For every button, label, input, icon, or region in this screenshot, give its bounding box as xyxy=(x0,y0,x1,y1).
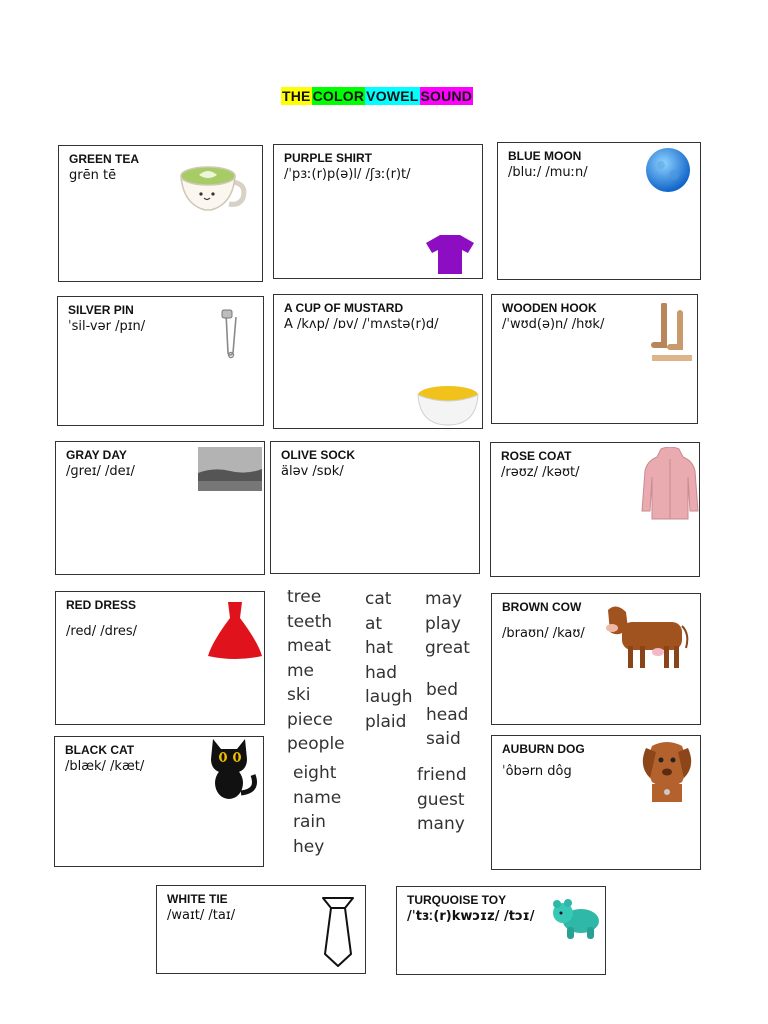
word-list-ee xyxy=(287,585,345,757)
title-word-the: THE xyxy=(282,88,311,104)
card-gray-day xyxy=(55,441,265,575)
word-item: had xyxy=(365,662,397,683)
word-item: friend xyxy=(417,765,467,785)
card-pronunciation: /ˈwʊd(ə)n/ /hʊk/ xyxy=(502,317,605,332)
word-item: teeth xyxy=(287,611,333,632)
word-item: tree xyxy=(287,587,322,607)
card-auburn-dog xyxy=(491,735,701,870)
card-title: TURQUOISE TOY xyxy=(407,893,507,907)
black-cat-icon xyxy=(205,737,261,801)
word-list-e-2 xyxy=(417,763,467,837)
word-list-ay-2 xyxy=(293,761,341,859)
card-rose-coat xyxy=(490,442,700,577)
title-word-vowel: VOWEL xyxy=(366,88,419,104)
word-item: cat xyxy=(365,589,392,609)
blue-moon-icon xyxy=(645,147,691,193)
word-list-ay xyxy=(425,587,470,661)
word-item: me xyxy=(287,660,315,681)
card-title: BROWN COW xyxy=(502,600,582,614)
card-pronunciation: /ɡreɪ/ /deɪ/ xyxy=(66,464,135,479)
word-list-a xyxy=(365,587,412,734)
word-item: piece xyxy=(287,709,333,730)
word-item: guest xyxy=(417,789,465,810)
word-item: hat xyxy=(365,638,393,658)
auburn-dog-icon xyxy=(638,740,696,802)
card-pronunciation: /bluː/ /muːn/ xyxy=(508,165,588,180)
word-item: said xyxy=(426,729,461,749)
white-tie-icon xyxy=(319,894,357,968)
word-item: great xyxy=(425,638,470,658)
card-purple-shirt xyxy=(273,144,483,279)
card-silver-pin xyxy=(57,296,264,426)
card-pronunciation: ˈôbərn dôg xyxy=(502,764,572,779)
word-item: bed xyxy=(426,680,459,700)
pink-coat-icon xyxy=(641,447,699,521)
card-brown-cow xyxy=(491,593,701,725)
title-word-sound: SOUND xyxy=(420,88,473,104)
card-pronunciation: /braʊn/ /kaʊ/ xyxy=(502,626,585,641)
word-item: rain xyxy=(293,812,326,832)
card-pronunciation: /red/ /dres/ xyxy=(66,624,138,639)
gray-sky-landscape-icon xyxy=(198,447,262,491)
word-list-e xyxy=(426,678,468,752)
safety-pin-icon xyxy=(216,307,246,359)
card-title: WHITE TIE xyxy=(167,892,228,906)
card-pronunciation: A /kʌp/ /ɒv/ /ˈmʌstə(r)d/ xyxy=(284,317,439,332)
card-title: A CUP OF MUSTARD xyxy=(284,301,404,315)
word-item: meat xyxy=(287,636,332,656)
card-title: BLUE MOON xyxy=(508,149,582,163)
mustard-bowl-icon xyxy=(416,381,480,427)
card-title: PURPLE SHIRT xyxy=(284,151,373,165)
card-pronunciation: /waɪt/ /taɪ/ xyxy=(167,908,236,923)
red-dress-icon xyxy=(206,600,264,660)
word-item: hey xyxy=(293,836,325,857)
word-item: people xyxy=(287,734,345,754)
purple-shirt-icon xyxy=(424,233,476,275)
word-item: at xyxy=(365,613,383,634)
card-blue-moon xyxy=(497,142,701,280)
card-turquoise-toy xyxy=(396,886,606,975)
card-title: RED DRESS xyxy=(66,598,137,612)
card-title: ROSE COAT xyxy=(501,449,572,463)
card-pronunciation: /ˈpɜː(r)p(ə)l/ /ʃɜː(r)t/ xyxy=(284,167,411,182)
card-title: SILVER PIN xyxy=(68,303,134,317)
card-title: BLACK CAT xyxy=(65,743,135,757)
card-title: GREEN TEA xyxy=(69,152,140,166)
word-item: laugh xyxy=(365,687,413,707)
title-word-color: COLOR xyxy=(312,88,365,104)
word-item: eight xyxy=(293,763,337,783)
page-title xyxy=(281,88,473,104)
card-pronunciation: grēn tē xyxy=(69,168,117,183)
card-pronunciation: /ˈtɜː(r)kwɔɪz/ /tɔɪ/ xyxy=(407,909,535,924)
brown-cow-icon xyxy=(600,600,692,674)
card-pronunciation: äləv /sɒk/ xyxy=(281,464,344,479)
card-pronunciation: /rəʊz/ /kəʊt/ xyxy=(501,465,580,480)
card-wooden-hook xyxy=(491,294,698,424)
card-title: WOODEN HOOK xyxy=(502,301,597,315)
card-cup-of-mustard xyxy=(273,294,483,429)
card-title: GRAY DAY xyxy=(66,448,127,462)
word-item: may xyxy=(425,589,463,609)
wooden-hook-icon xyxy=(650,303,694,365)
word-item: many xyxy=(417,814,465,834)
word-item: plaid xyxy=(365,711,407,732)
card-green-tea xyxy=(58,145,263,282)
card-title: OLIVE SOCK xyxy=(281,448,356,462)
card-red-dress xyxy=(55,591,265,725)
green-tea-cup-icon xyxy=(177,162,249,216)
card-olive-sock xyxy=(270,441,480,574)
word-item: name xyxy=(293,787,342,808)
card-title: AUBURN DOG xyxy=(502,742,585,756)
word-item: head xyxy=(426,704,469,725)
turquoise-toy-icon xyxy=(551,895,603,941)
card-pronunciation: /blæk/ /kæt/ xyxy=(65,759,145,774)
card-pronunciation: ˈsil-vər /pɪn/ xyxy=(68,319,146,334)
word-item: ski xyxy=(287,685,311,705)
card-white-tie xyxy=(156,885,366,974)
card-black-cat xyxy=(54,736,264,867)
word-item: play xyxy=(425,613,461,634)
